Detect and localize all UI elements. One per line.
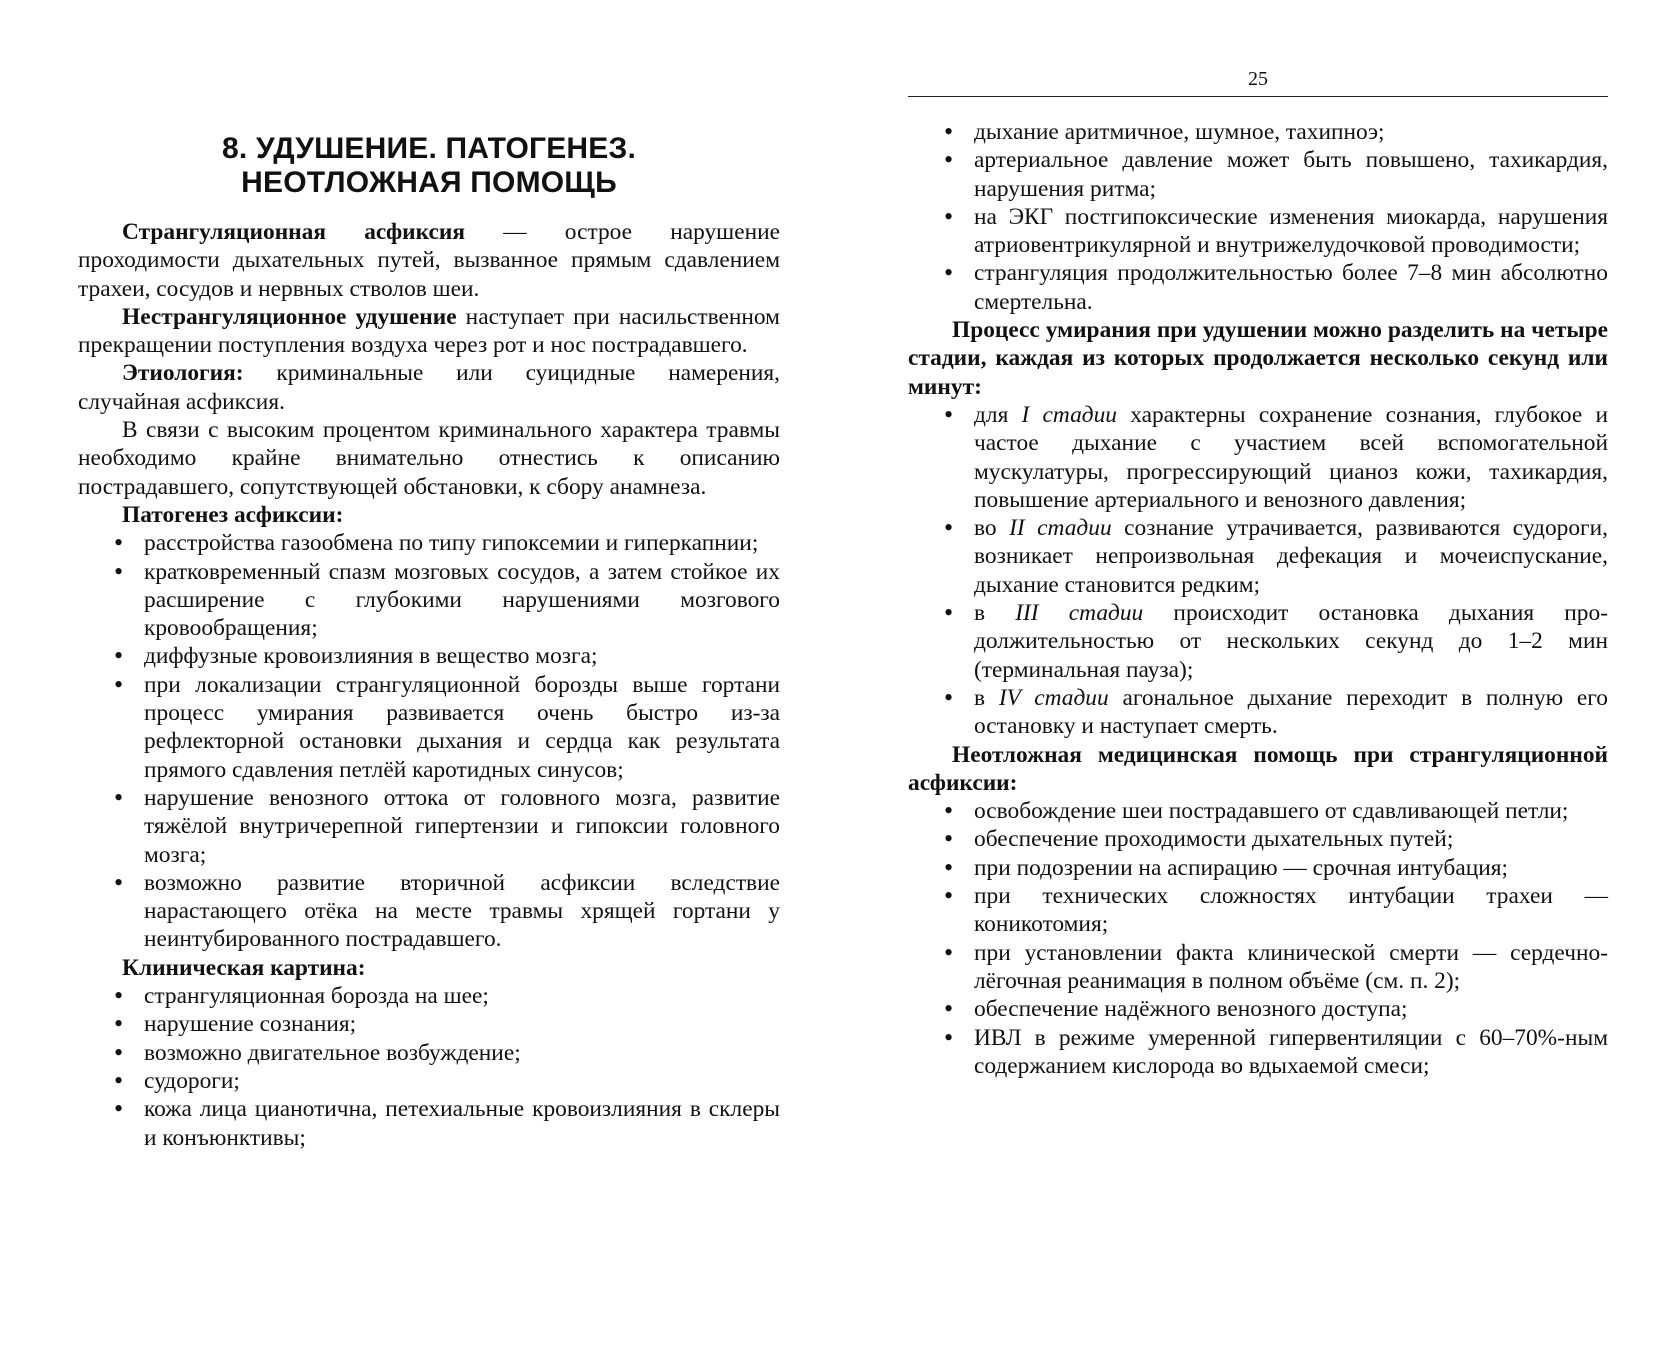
header-rule: [908, 96, 1608, 97]
definition-strangulation-text: — острое нарушение проходимости дыхательных путей, вызванное прямым сдавлением трахеи, сосудов и нервных стволов шеи.: [78, 219, 780, 302]
definition-non-strangulation: [78, 303, 780, 360]
stages-intro: Процесс умирания при удушении можно разделить на четыре стадии, каждая из которых продолжается несколько секунд или минут:: [908, 317, 1608, 400]
list-item: • дыхание аритмичное, шумное, тахипноэ;: [974, 118, 1608, 146]
stage-text: агональное дыхание переходит в полную его остановку и наступает смерть.: [974, 684, 1608, 740]
heading-line-2: НЕОТЛОЖНАЯ ПОМОЩЬ: [241, 166, 617, 199]
stage-text: характерны сохранение сознания, глубокое и частое дыхание с участием всей вспомогательной мускулатуры, прогрессирующий цианоз кожи, тахикардия, повышение артериального и венозного давления;: [974, 401, 1608, 513]
clinical-title: Клиническая картина:: [122, 954, 366, 981]
stage-label: III стадии: [1015, 600, 1144, 627]
list-item: • диффузные кровоизлияния в вещество мозга;: [144, 642, 780, 670]
stage-item: [974, 684, 1608, 741]
clinical-list: [78, 982, 780, 1152]
section-heading: [78, 132, 780, 200]
etiology-paragraph: [78, 359, 780, 416]
clinical-list-continued: [908, 118, 1608, 316]
list-item: • возможно двигательное возбуждение;: [144, 1039, 780, 1067]
list-item: • нарушение венозного оттока от головного мозга, развитие тяжёлой внутричерепной гипертензии и гипоксии головного мозга;: [144, 784, 780, 869]
list-item: • освобождение шеи пострадавшего от сдавливающей петли;: [974, 797, 1608, 825]
stage-prefix: во: [974, 515, 1010, 542]
definition-non-strangulation-text: наступает при насильственном прекращении поступления воздуха через рот и нос пострадавшего.: [78, 303, 780, 359]
list-item: • нарушение сознания;: [144, 1010, 780, 1038]
stage-text: происходит остановка дыхания продолжительностью от нескольких секунд до 1–2 мин (терминальная пауза);: [974, 600, 1608, 683]
list-item: • обеспечение проходимости дыхательных путей;: [974, 825, 1608, 853]
criminal-note-paragraph: В связи с высоким процентом криминального характера травмы необходимо крайне внимательно отнестись к описанию пострадавшего, сопутствующей обстановки, к сбору анамнеза.: [78, 417, 780, 500]
list-item: • возможно развитие вторичной асфиксии вследствие нарастающего отёка на месте травмы хрящей гортани у неинтубированного пострадавшего.: [144, 869, 780, 954]
page-number: 25: [1248, 68, 1268, 90]
list-item: • на ЭКГ постгипоксические изменения миокарда, нарушения атриовентрикулярной и внутрижелудочковой проводимости;: [974, 203, 1608, 260]
term-strangulation: Странгуляционная асфиксия: [122, 219, 466, 245]
emergency-list: [908, 797, 1608, 1080]
stage-prefix: в: [974, 600, 1016, 627]
list-item: • при локализации странгуляционной борозды выше гортани процесс умирания развивается очень быстро из-за рефлекторной остановки дыхания и сердца как результата прямого сдавления петлёй каротидных синусов;: [144, 671, 780, 784]
left-page: [78, 132, 780, 1152]
etiology-text: криминальные или суицидные намерения, случайная асфиксия.: [78, 360, 780, 415]
list-item: • странгуляционная борозда на шее;: [144, 982, 780, 1010]
stage-item: [974, 401, 1608, 514]
stage-text: сознание утрачивается, развиваются судороги, возникает непроизвольная дефекация и мочеиспускание, дыхание становится редким;: [974, 515, 1609, 598]
list-item: • артериальное давление может быть повышено, тахикардия, нарушения ритма;: [974, 146, 1608, 203]
list-item: • при подозрении на аспирацию — срочная интубация;: [974, 854, 1608, 882]
pathogenesis-list: [78, 529, 780, 953]
stage-item: [974, 599, 1608, 684]
stage-label: II стадии: [1009, 515, 1112, 542]
list-item: • ИВЛ в режиме умеренной гипервентиляции с 60–70%-ным содержанием кислорода во вдыхаемой смеси;: [974, 1024, 1608, 1081]
list-item: • при технических сложностях интубации трахеи — коникотомия;: [974, 882, 1608, 939]
emergency-intro: Неотложная медицинская помощь при странгуляционной асфиксии:: [908, 741, 1608, 796]
term-non-strangulation: Нестрангуляционное удушение: [122, 303, 457, 330]
stages-list: [908, 401, 1608, 741]
right-page: [908, 118, 1608, 1080]
heading-line-1: 8. УДУШЕНИЕ. ПАТОГЕНЕЗ.: [221, 132, 637, 165]
term-etiology: Этиология:: [122, 360, 244, 387]
pathogenesis-title: Патогенез асфиксии:: [122, 501, 344, 528]
list-item: • обеспечение надёжного венозного доступа;: [974, 995, 1608, 1023]
list-item: • кожа лица цианотична, петехиальные кровоизлияния в склеры и конъюнктивы;: [144, 1095, 780, 1152]
list-item: • странгуляция продолжительностью более 7–8 мин абсолютно смертельна.: [974, 259, 1608, 316]
stage-prefix: для: [974, 401, 1022, 428]
stage-label: I стадии: [1021, 401, 1117, 428]
list-item: • судороги;: [144, 1067, 780, 1095]
list-item: • при установлении факта клинической смерти — сердечно-лёгочная реанимация в полном объёме (см. п. 2);: [974, 939, 1608, 996]
definition-strangulation: [78, 218, 780, 303]
list-item: • кратковременный спазм мозговых сосудов, а затем стойкое их расширение с глубокими нарушениями мозгового кровообращения;: [144, 558, 780, 643]
list-item: • расстройства газообмена по типу гипоксемии и гиперкапнии;: [144, 529, 780, 557]
stage-item: [974, 514, 1608, 599]
stage-prefix: в: [974, 684, 999, 711]
stage-label: IV стадии: [998, 684, 1109, 711]
